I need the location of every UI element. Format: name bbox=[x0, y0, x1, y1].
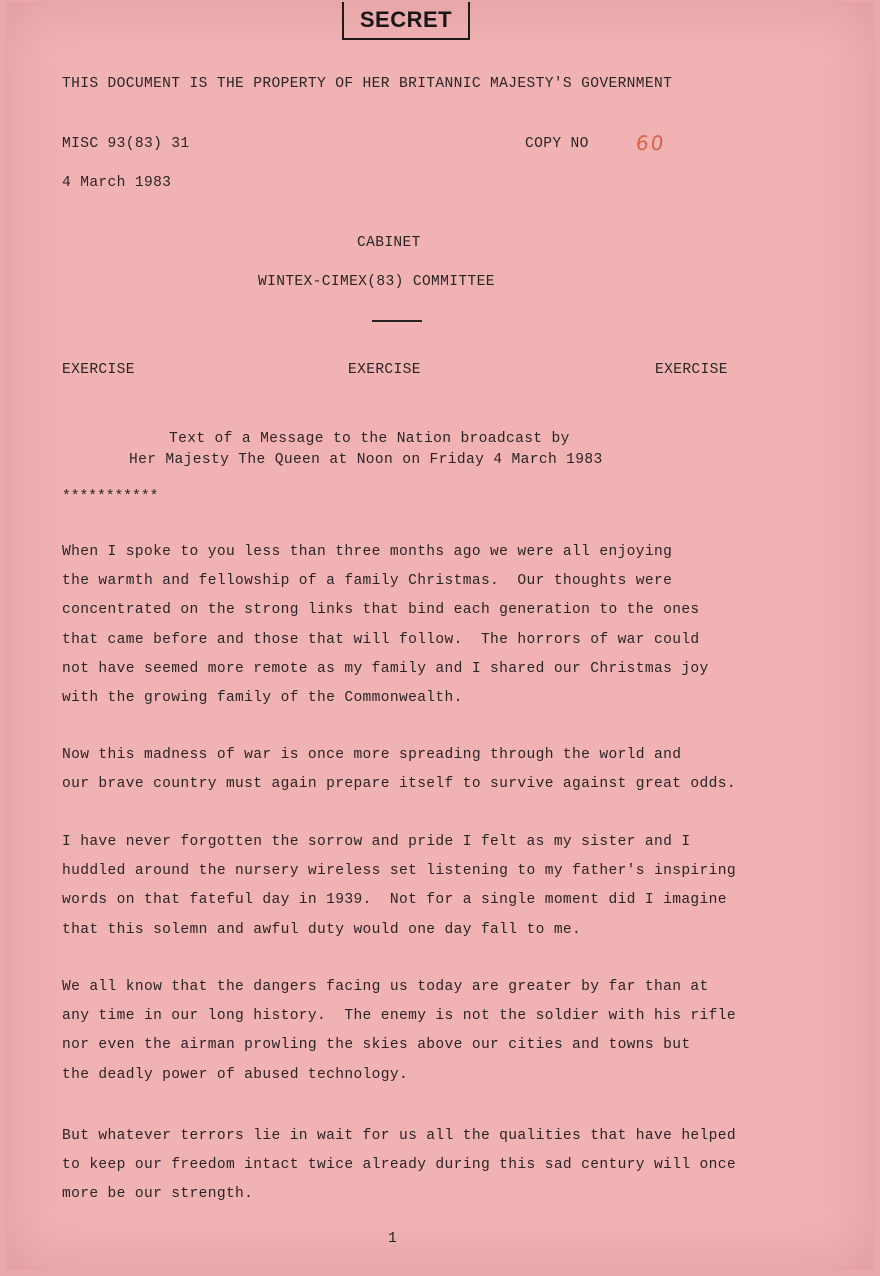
message-paragraph-1 bbox=[62, 538, 709, 713]
document-date: 4 March 1983 bbox=[62, 175, 172, 191]
committee-heading: WINTEX-CIMEX(83) COMMITTEE bbox=[258, 274, 495, 290]
paragraph-line: with the growing family of the Commonwealth. bbox=[62, 690, 463, 707]
cabinet-heading: CABINET bbox=[357, 235, 421, 251]
paragraph-line: But whatever terrors lie in wait for us all the qualities that have helped bbox=[62, 1128, 736, 1144]
subject-line-2: Her Majesty The Queen at Noon on Friday 4 March 1983 bbox=[129, 452, 603, 468]
exercise-label-left: EXERCISE bbox=[62, 362, 135, 378]
property-notice: THIS DOCUMENT IS THE PROPERTY OF HER BRITANNIC MAJESTY'S GOVERNMENT bbox=[62, 76, 673, 92]
paragraph-line: I have never forgotten the sorrow and pride I felt as my sister and I bbox=[62, 834, 691, 850]
page-number: 1 bbox=[388, 1231, 398, 1247]
paragraph-line: We all know that the dangers facing us today are greater by far than at bbox=[62, 979, 709, 995]
paragraph-line: the warmth and fellowship of a family Christmas. Our thoughts were bbox=[62, 573, 673, 590]
exercise-label-center: EXERCISE bbox=[348, 362, 421, 378]
message-paragraph-4 bbox=[62, 973, 736, 1090]
paragraph-line: Now this madness of war is once more spreading through the world and bbox=[62, 747, 682, 763]
message-paragraph-2 bbox=[62, 741, 736, 799]
document-page bbox=[6, 2, 874, 1270]
paragraph-line: our brave country must again prepare itself to survive against great odds. bbox=[62, 776, 736, 793]
copy-number-handwritten: 60 bbox=[634, 131, 667, 155]
copy-label: COPY NO bbox=[525, 136, 589, 152]
paragraph-line: concentrated on the strong links that bind each generation to the ones bbox=[62, 602, 700, 619]
paragraph-line: to keep our freedom intact twice already during this sad century will once bbox=[62, 1157, 736, 1174]
subject-line-1: Text of a Message to the Nation broadcast by bbox=[169, 431, 570, 447]
paragraph-line: not have seemed more remote as my family and I shared our Christmas joy bbox=[62, 660, 709, 677]
paragraph-line: that came before and those that will follow. The horrors of war could bbox=[62, 631, 700, 648]
paragraph-line: more be our strength. bbox=[62, 1186, 254, 1203]
paragraph-line: When I spoke to you less than three months ago we were all enjoying bbox=[62, 544, 673, 560]
exercise-label-right: EXERCISE bbox=[655, 362, 728, 378]
classification-stamp: SECRET bbox=[342, 2, 470, 40]
paragraph-line: that this solemn and awful duty would one day fall to me. bbox=[62, 921, 582, 938]
paragraph-line: words on that fateful day in 1939. Not for a single moment did I imagine bbox=[62, 892, 727, 909]
paragraph-line: nor even the airman prowling the skies above our cities and towns but bbox=[62, 1037, 691, 1054]
heading-rule bbox=[372, 320, 422, 322]
paragraph-line: huddled around the nursery wireless set listening to my father's inspiring bbox=[62, 863, 736, 880]
paragraph-line: the deadly power of abused technology. bbox=[62, 1066, 409, 1083]
message-paragraph-3 bbox=[62, 828, 736, 945]
paragraph-line: any time in our long history. The enemy is not the soldier with his rifle bbox=[62, 1008, 736, 1025]
document-reference: MISC 93(83) 31 bbox=[62, 136, 190, 152]
message-paragraph-5 bbox=[62, 1122, 736, 1210]
separator-asterisks: *********** bbox=[62, 489, 159, 505]
